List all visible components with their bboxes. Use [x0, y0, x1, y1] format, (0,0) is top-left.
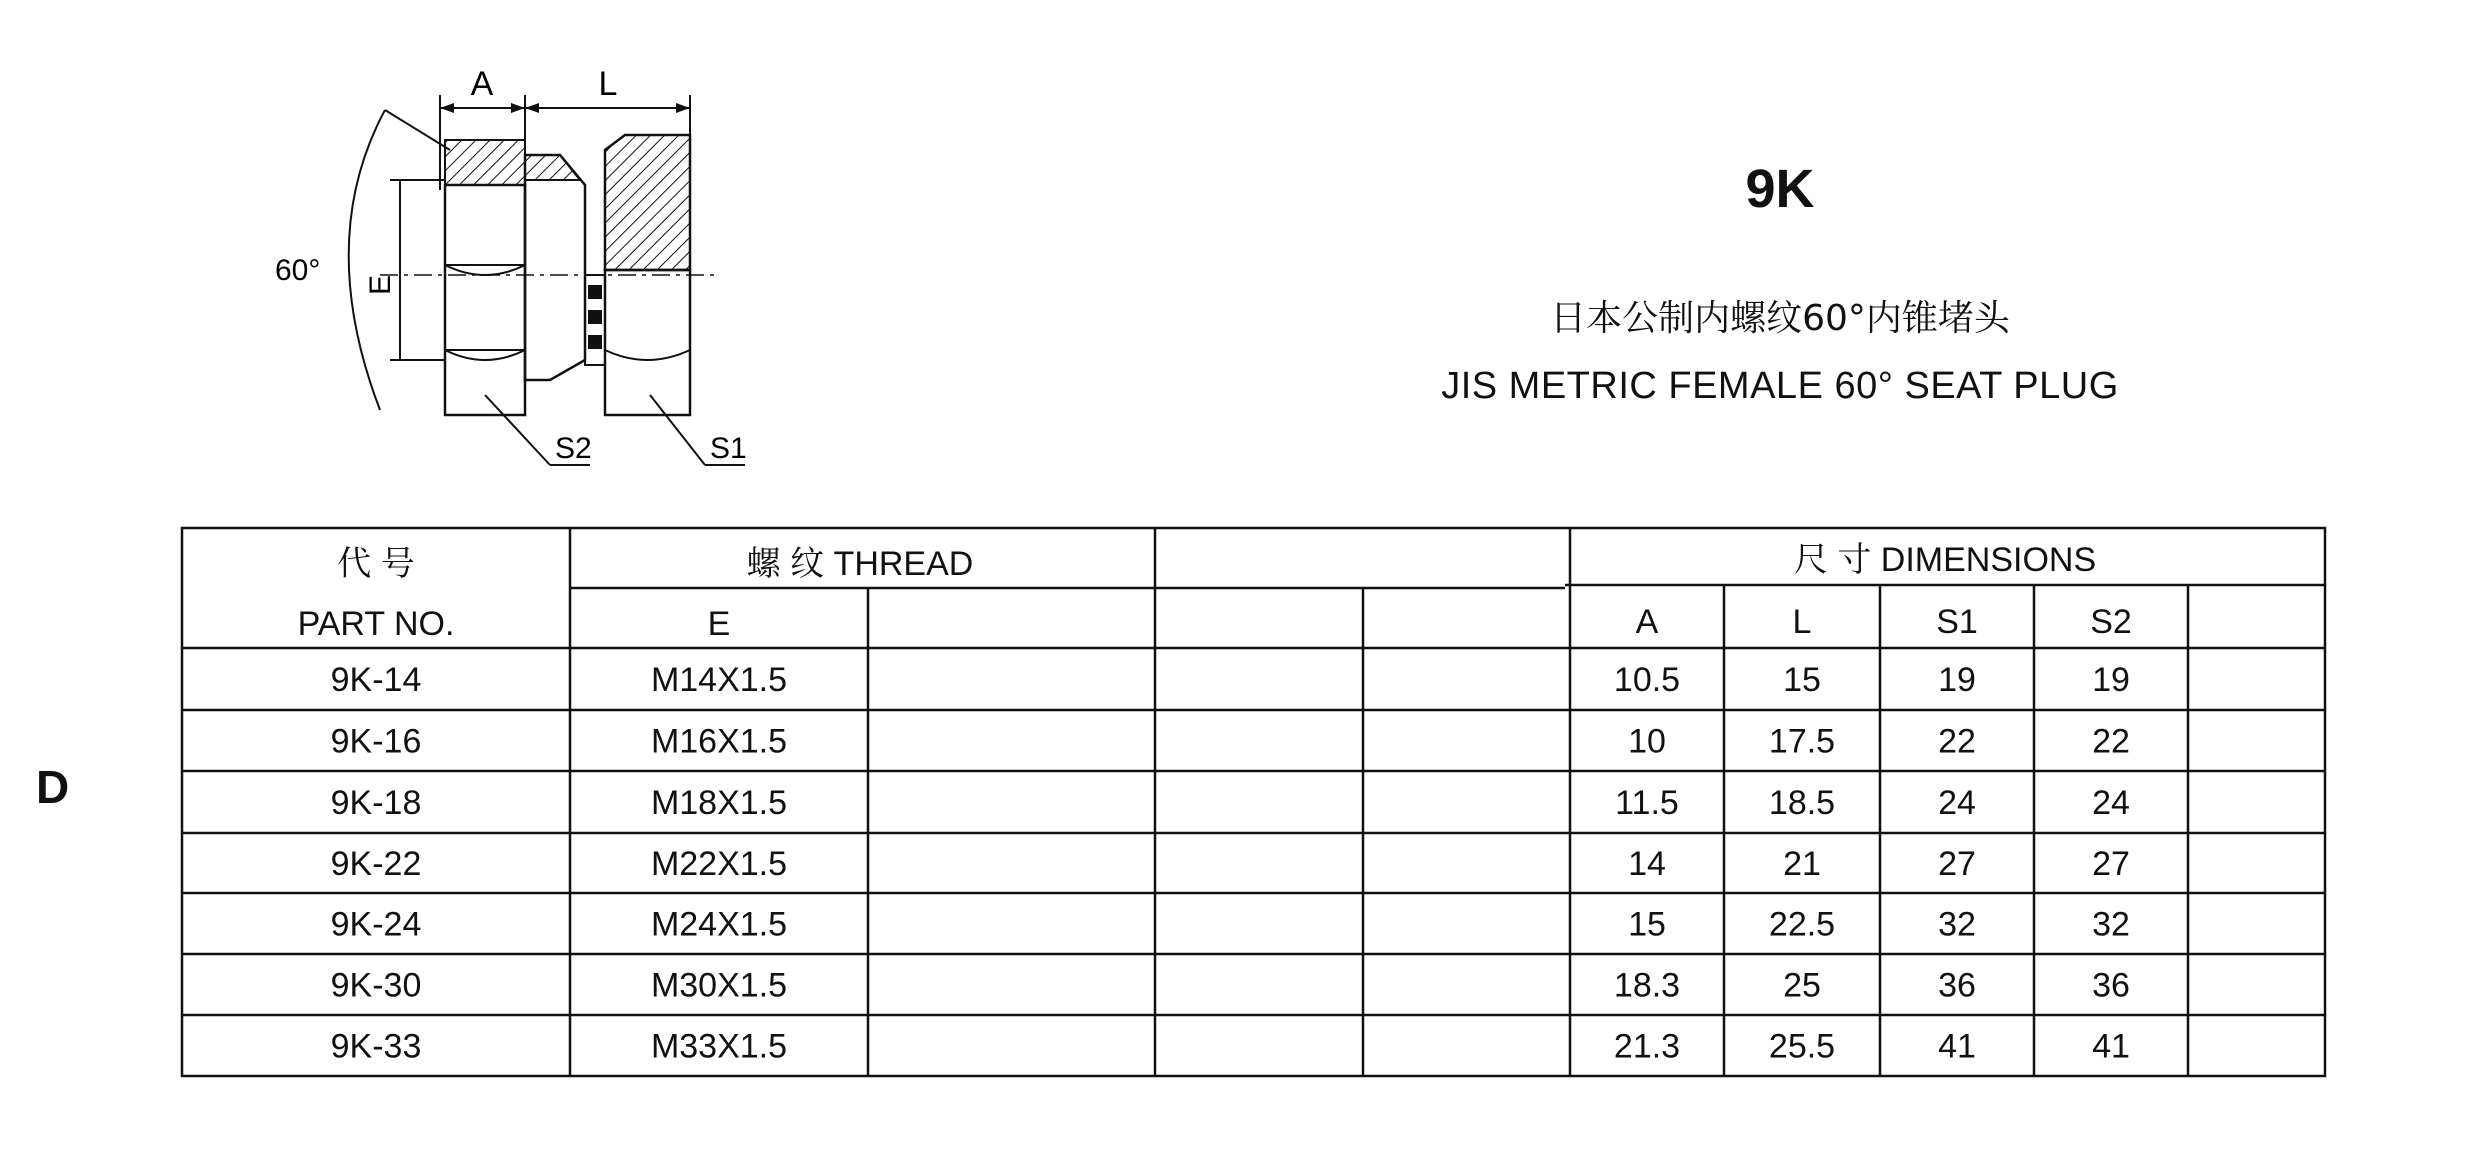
cell-part: 9K-22 [330, 845, 422, 883]
arrow-icon [440, 103, 454, 113]
seat-body [525, 155, 585, 380]
table-row [331, 906, 2130, 944]
cell-a: 15 [1628, 905, 1666, 944]
header-part-cn: 代 号 [337, 545, 415, 583]
section-letter: D [36, 761, 70, 813]
cell-l: 25.5 [1768, 1027, 1836, 1066]
cell-l: 22.5 [1768, 905, 1836, 944]
cell-s2: 24 [2092, 784, 2130, 822]
cell-s2: 36 [2092, 966, 2130, 1005]
cell-e: M18X1.5 [650, 784, 788, 822]
table-row [331, 723, 2130, 761]
table-row [331, 845, 2130, 883]
cell-part: 9K-30 [330, 966, 422, 1005]
header-s2: S2 [2090, 603, 2132, 641]
arrow-icon [525, 103, 539, 113]
table-row [331, 1028, 2130, 1066]
cell-s2: 32 [2092, 905, 2130, 944]
fitting-drawing-svg [250, 40, 770, 480]
nut-section [445, 140, 525, 185]
table-row [331, 967, 2130, 1005]
cell-s2: 19 [2092, 661, 2130, 699]
cell-part: 9K-14 [330, 661, 422, 699]
cell-a: 10.5 [1613, 661, 1681, 699]
leader-s1 [650, 395, 705, 465]
cell-e: M16X1.5 [650, 722, 788, 761]
product-name-cn: 日本公制内螺纹60°内锥堵头 [1550, 298, 2010, 339]
hex-body [605, 270, 690, 415]
cell-s1: 19 [1938, 661, 1976, 699]
arrow-icon [676, 103, 690, 113]
cell-s1: 41 [1938, 1027, 1976, 1066]
cell-s2: 41 [2092, 1027, 2130, 1066]
cell-s2: 22 [2092, 722, 2130, 761]
cell-e: M30X1.5 [650, 966, 788, 1005]
cell-l: 17.5 [1768, 722, 1836, 761]
header-dimensions: 尺 寸 DIMENSIONS [1793, 541, 2097, 579]
cell-a: 11.5 [1615, 784, 1679, 822]
cell-part: 9K-18 [330, 784, 422, 822]
header-thread: 螺 纹 THREAD [746, 545, 974, 583]
cell-a: 10 [1628, 722, 1666, 761]
fitting-drawing [250, 40, 770, 485]
label-a: A [470, 65, 494, 103]
cell-l: 25 [1783, 966, 1821, 1005]
cell-a: 18.3 [1613, 966, 1681, 1005]
cell-s1: 32 [1938, 905, 1976, 944]
cell-l: 18.5 [1768, 784, 1836, 822]
cell-a: 21.3 [1613, 1027, 1681, 1066]
table-body [331, 661, 2130, 1066]
cell-s1: 36 [1938, 966, 1976, 1005]
table-row [331, 784, 2130, 822]
cell-s1: 27 [1938, 845, 1976, 883]
arrow-icon [511, 103, 525, 113]
product-code-title: 9K [1745, 159, 1815, 219]
hex-section [605, 135, 690, 270]
label-s1: S1 [710, 432, 747, 465]
cell-s1: 24 [1938, 784, 1976, 822]
cell-s2: 27 [2092, 845, 2130, 883]
angle-arc [349, 110, 385, 410]
cell-a: 14 [1628, 845, 1666, 883]
table-row [331, 661, 2130, 699]
table-grid [182, 528, 2325, 1076]
label-e: E [364, 274, 397, 296]
header-e: E [707, 605, 731, 643]
label-angle: 60° [275, 254, 321, 287]
leader-s2 [485, 395, 550, 465]
header-s1: S1 [1936, 603, 1978, 641]
cell-e: M14X1.5 [650, 661, 788, 699]
cell-e: M22X1.5 [650, 845, 788, 883]
header-a: A [1635, 603, 1659, 641]
spec-table-svg [180, 523, 2330, 1083]
cell-e: M33X1.5 [650, 1027, 788, 1066]
cell-s1: 22 [1938, 722, 1976, 761]
label-s2: S2 [555, 432, 592, 465]
header-l: L [1792, 603, 1812, 641]
spec-table [180, 523, 2330, 1088]
cell-part: 9K-33 [330, 1027, 422, 1066]
cell-l: 15 [1783, 661, 1821, 699]
header-part-en: PART NO. [297, 605, 455, 643]
product-name-en: JIS METRIC FEMALE 60° SEAT PLUG [1441, 365, 2119, 407]
cell-part: 9K-16 [330, 722, 422, 761]
label-l: L [598, 65, 618, 103]
cell-e: M24X1.5 [650, 905, 788, 944]
cell-part: 9K-24 [330, 905, 422, 944]
cell-l: 21 [1783, 845, 1821, 883]
nut-body [445, 185, 525, 415]
